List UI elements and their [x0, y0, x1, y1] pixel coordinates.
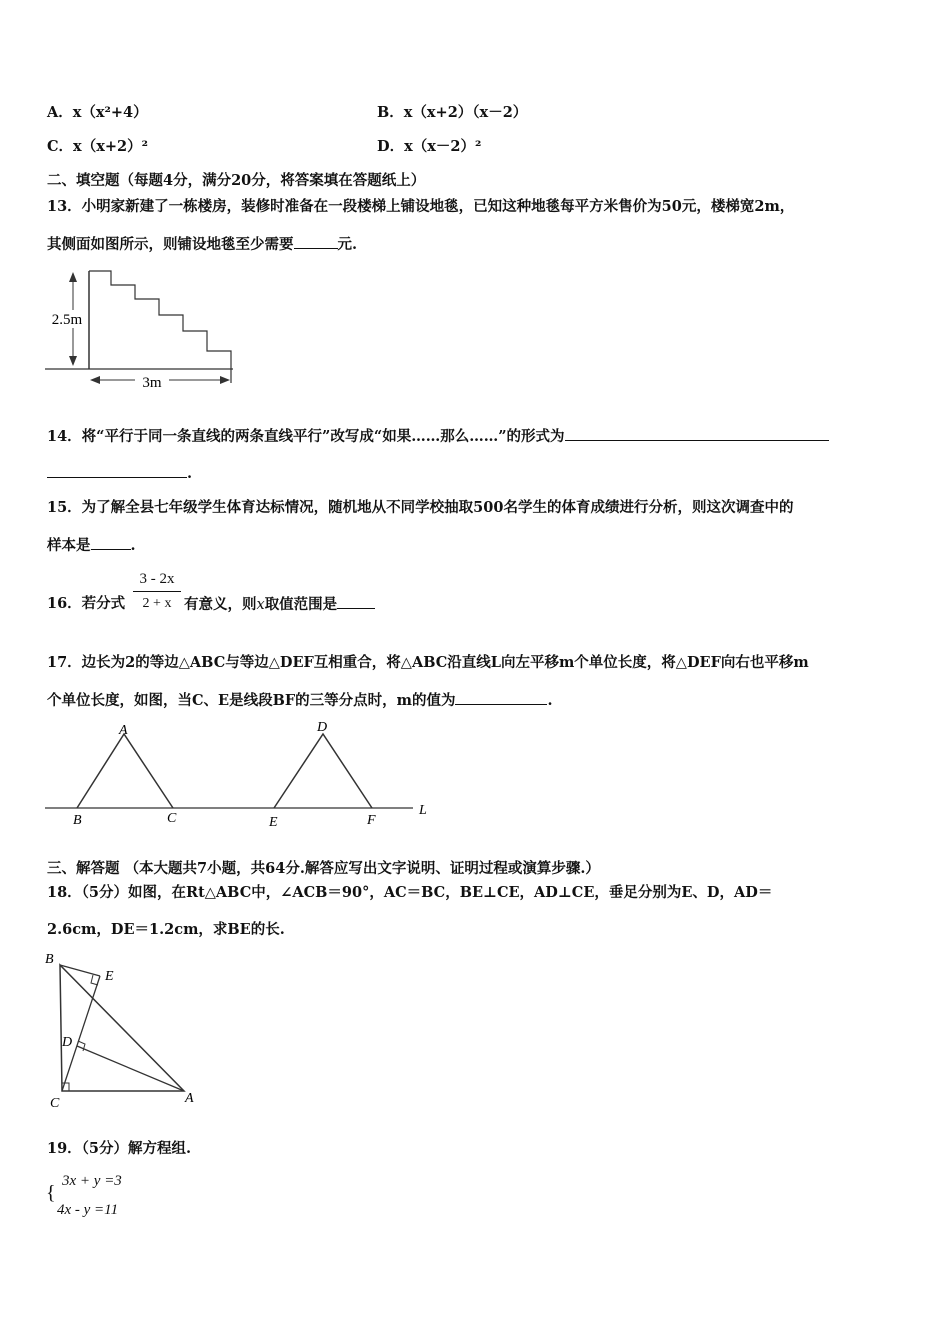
q13-answer-blank[interactable] — [294, 235, 338, 249]
label-c-point: C — [50, 1096, 60, 1111]
q16-denominator: 2 + x — [142, 596, 172, 611]
option-a — [47, 104, 148, 122]
q14-line2 — [47, 464, 192, 483]
q18-line2: 2.6cm，DE＝1.2cm，求BE的长. — [47, 921, 285, 938]
q14-text: 14．将“平行于同一条直线的两条直线平行”改写成“如果……那么……”的形式为 — [47, 428, 565, 445]
triangle-def — [274, 734, 372, 808]
label-a-point: A — [185, 1091, 194, 1106]
q16-numerator: 3 - 2x — [139, 571, 175, 587]
q15-line2-text: 样本是 — [47, 537, 91, 554]
width-arrow-right — [220, 376, 230, 384]
q16-fraction-bar — [133, 591, 181, 592]
q15-end: . — [130, 537, 136, 554]
q13-line2 — [47, 235, 357, 254]
q18-line1: 18．（5分）如图，在Rt△ABC中，∠ACB＝90°，AC＝BC，BE⊥CE，AD⊥CE，垂足分别为E、D，AD＝ — [47, 884, 773, 901]
q15-line1: 15．为了解全县七年级学生体育达标情况，随机地从不同学校抽取500名学生的体育成绩进行分析，则这次调查中的 — [47, 499, 794, 516]
option-a-label: A． — [47, 104, 73, 121]
triangle-abc — [77, 734, 173, 808]
q15-answer-blank[interactable] — [91, 536, 131, 550]
height-label: 2.5m — [51, 312, 83, 328]
q17-line2 — [47, 691, 553, 710]
option-b-label: B． — [377, 104, 404, 121]
q16-suffix-a: 有意义，则 — [184, 596, 257, 613]
width-arrow-left — [90, 376, 100, 384]
segment-ad — [77, 1046, 184, 1091]
section3-title: 三、解答题 — [47, 860, 120, 877]
label-l: L — [419, 803, 427, 818]
label-a: A — [119, 723, 128, 738]
option-c — [47, 138, 148, 156]
q16-var: x — [256, 597, 265, 613]
q19-line1: 19．（5分）解方程组. — [47, 1140, 192, 1157]
section3-note: （本大题共7小题，共64分.解答应写出文字说明、证明过程或演算步骤.） — [124, 860, 600, 877]
q16-suffix-b: 取值范围是 — [264, 596, 338, 613]
height-arrow-top — [69, 272, 77, 282]
label-f: F — [367, 813, 376, 828]
label-d: D — [317, 720, 328, 735]
label-b-point: B — [45, 952, 54, 967]
label-d-point: D — [62, 1035, 73, 1050]
option-d — [377, 138, 481, 156]
q13-staircase-figure — [45, 265, 245, 395]
section3-heading — [47, 860, 600, 878]
option-b-text: x（x+2）（x－2） — [403, 104, 528, 121]
q14-answer-blank-2[interactable] — [47, 464, 187, 478]
q17-end: . — [547, 692, 553, 709]
q19-eq2: 4x - y =11 — [57, 1202, 119, 1218]
label-b: B — [73, 813, 82, 828]
label-e: E — [269, 815, 278, 830]
q16-answer-blank[interactable] — [337, 595, 375, 609]
q16-suffix — [184, 595, 375, 614]
label-e-point: E — [105, 969, 114, 984]
q15-line2 — [47, 536, 136, 555]
option-c-text: x（x+2）² — [73, 138, 148, 155]
q13-line2b: 元. — [337, 236, 358, 253]
q17-answer-blank[interactable] — [455, 691, 547, 705]
q19-eq1: 3x + y =3 — [62, 1173, 122, 1189]
section2-title: 二、填空题（每题4分，满分20分，将答案填在答题纸上） — [47, 172, 426, 189]
option-b — [377, 104, 527, 122]
label-c: C — [167, 811, 177, 826]
q13-line2a: 其侧面如图所示，则铺设地毯至少需要 — [47, 236, 294, 253]
q13-line1: 13．小明家新建了一栋楼房，装修时准备在一段楼梯上铺设地毯，已知这种地毯每平方米售价为50元，楼梯宽2m， — [47, 198, 795, 215]
q17-line2-text: 个单位长度，如图，当C、E是线段BF的三等分点时，m的值为 — [47, 692, 456, 709]
stairs-outline — [89, 271, 231, 383]
option-a-text: x（x²+4） — [72, 104, 148, 121]
q14-line1 — [47, 427, 829, 446]
option-d-label: D． — [377, 138, 405, 155]
width-label: 3m — [142, 375, 162, 391]
q19-brace: { — [46, 1182, 56, 1204]
q18-triangle-figure — [42, 950, 212, 1110]
q17-line1: 17．边长为2的等边△ABC与等边△DEF互相重合，将△ABC沿直线L向左平移m个单位长度，将△DEF向右也平移m — [47, 654, 809, 671]
option-d-text: x（x－2）² — [404, 138, 482, 155]
q17-triangles-figure — [45, 718, 465, 828]
segment-ce — [62, 976, 100, 1091]
triangle-abc-right — [60, 965, 184, 1091]
height-arrow-bottom — [69, 356, 77, 366]
option-c-label: C． — [47, 138, 74, 155]
q14-answer-blank-1[interactable] — [565, 427, 829, 441]
q16-prefix: 16．若分式 — [47, 595, 126, 612]
q14-end: . — [187, 465, 193, 482]
